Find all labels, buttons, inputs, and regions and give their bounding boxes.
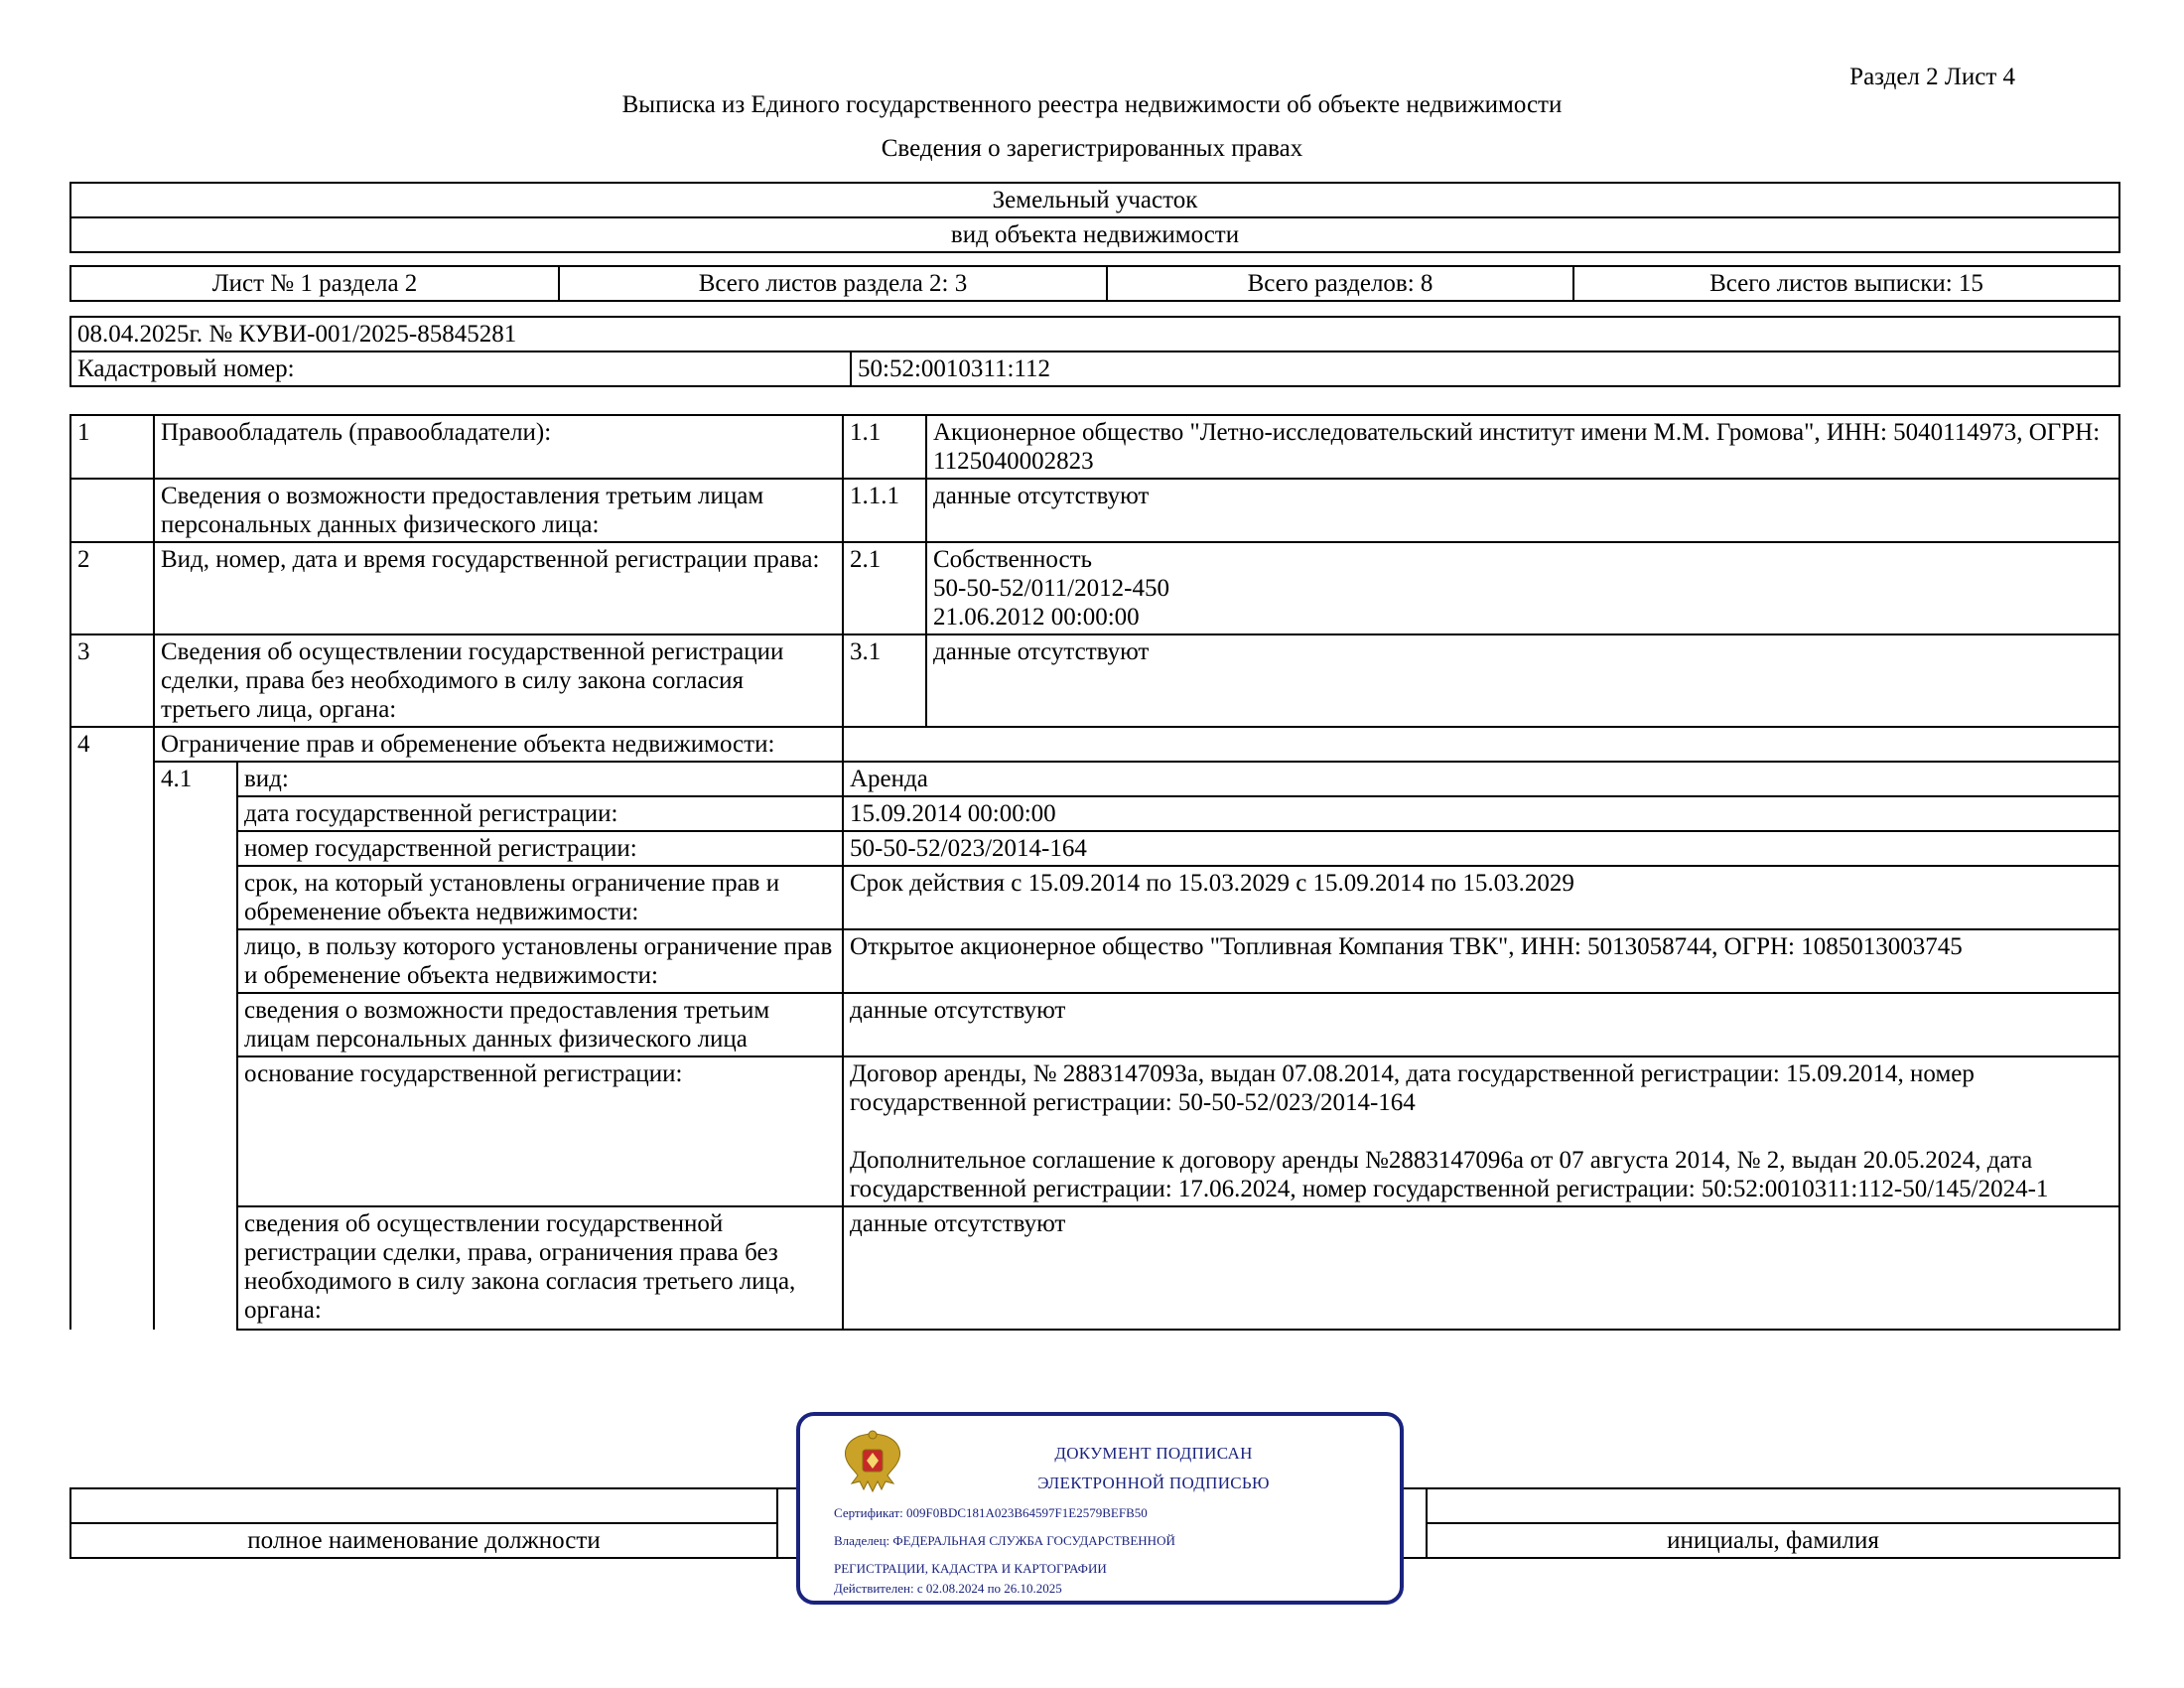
- encumbrance-value: 50-50-52/023/2014-164: [843, 831, 2119, 866]
- electronic-signature-stamp: [796, 1412, 1404, 1605]
- row-label: Сведения об осуществлении государственной регистрации сделки, права без необходимого в силу закона согласия третьего лица, органа:: [154, 634, 843, 727]
- encumbrance-label: лицо, в пользу которого установлены ограничение прав и обременение объекта недвижимости:: [237, 929, 843, 993]
- row-number: 4: [70, 727, 154, 1330]
- stamp-title-line1: ДОКУМЕНТ ПОДПИСАН: [1054, 1444, 1253, 1463]
- table-row: [70, 1206, 2119, 1330]
- name-field: [1427, 1488, 2119, 1523]
- table-row: [70, 831, 2119, 866]
- row-label: Правообладатель (правообладатели):: [154, 415, 843, 479]
- row-subnumber: 1.1: [843, 415, 926, 479]
- encumbrance-label: вид:: [237, 762, 843, 796]
- table-row: [70, 929, 2119, 993]
- row-subnumber: 4.1: [154, 762, 237, 1330]
- page-section-mark: Раздел 2 Лист 4: [1849, 64, 2015, 90]
- row-number: 1: [70, 415, 154, 479]
- encumbrance-label: основание государственной регистрации:: [237, 1056, 843, 1206]
- total-section-sheets: Всего листов раздела 2: 3: [559, 266, 1107, 301]
- row-label: Сведения о возможности предоставления третьим лицам персональных данных физического лица:: [154, 479, 843, 542]
- stamp-owner-line2: РЕГИСТРАЦИИ, КАДАСТРА И КАРТОГРАФИИ: [834, 1561, 1107, 1576]
- row-label: Ограничение прав и обременение объекта недвижимости:: [154, 727, 843, 762]
- doc-info-table: [69, 316, 2120, 387]
- table-row: [70, 762, 2119, 796]
- row-value-empty: [843, 727, 2119, 762]
- table-row: [70, 479, 2119, 542]
- encumbrance-label: сведения об осуществлении государственной регистрации сделки, права, ограничения права без необходимого в силу закона согласия третьего лица, органа:: [237, 1206, 843, 1330]
- table-row: [70, 796, 2119, 831]
- stamp-certificate: Сертификат: 009F0BDC181A023B64597F1E2579BEFB50: [834, 1505, 1148, 1520]
- encumbrance-label: срок, на который установлены ограничение прав и обременение объекта недвижимости:: [237, 866, 843, 929]
- row-value: данные отсутствуют: [926, 634, 2119, 727]
- row-value: Акционерное общество "Летно-исследовательский институт имени М.М. Громова", ИНН: 5040114973, ОГРН: 1125040002823: [926, 415, 2119, 479]
- cadastral-label: Кадастровый номер:: [70, 352, 851, 386]
- position-caption: полное наименование должности: [70, 1523, 777, 1558]
- row-value: Собственность 50-50-52/011/2012-450 21.06.2012 00:00:00: [926, 542, 2119, 634]
- row-number: 2: [70, 542, 154, 634]
- row-subnumber: 1.1.1: [843, 479, 926, 542]
- encumbrance-value: данные отсутствуют: [843, 993, 2119, 1056]
- row-subnumber: 2.1: [843, 542, 926, 634]
- total-sections: Всего разделов: 8: [1107, 266, 1573, 301]
- sheet-info-table: [69, 265, 2120, 302]
- total-sheets: Всего листов выписки: 15: [1573, 266, 2119, 301]
- encumbrance-label: дата государственной регистрации:: [237, 796, 843, 831]
- encumbrance-label: сведения о возможности предоставления третьим лицам персональных данных физического лица: [237, 993, 843, 1056]
- encumbrance-value: Договор аренды, № 2883147093а, выдан 07.08.2014, дата государственной регистрации: 15.09.2014, номер государственной регистрации: 50-50-52/023/2014-164 Дополнительное соглашение к договору аренды №2883147096а от 07 августа 2014, № 2, выдан 20.05.2024, дата государственной регистрации: 17.06.2024, номер государственной регистрации: 50:52:0010311:112-50/145/2024-1: [843, 1056, 2119, 1206]
- name-caption: инициалы, фамилия: [1427, 1523, 2119, 1558]
- sheet-number: Лист № 1 раздела 2: [70, 266, 559, 301]
- encumbrance-value: Аренда: [843, 762, 2119, 796]
- stamp-validity: Действителен: с 02.08.2024 по 26.10.2025: [834, 1581, 1062, 1596]
- encumbrance-value: данные отсутствуют: [843, 1206, 2119, 1330]
- row-subnumber: 3.1: [843, 634, 926, 727]
- table-row: [70, 866, 2119, 929]
- table-row: [70, 993, 2119, 1056]
- cadastral-value: 50:52:0010311:112: [851, 352, 2119, 386]
- object-type: Земельный участок: [70, 183, 2119, 217]
- table-row: [70, 542, 2119, 634]
- table-row: [70, 634, 2119, 727]
- table-row: [70, 415, 2119, 479]
- doc-date-number: 08.04.2025г. № КУВИ-001/2025-85845281: [70, 317, 2119, 352]
- encumbrance-label: номер государственной регистрации:: [237, 831, 843, 866]
- object-type-caption: вид объекта недвижимости: [70, 217, 2119, 252]
- rights-table: [69, 414, 2120, 1331]
- row-number-empty: [70, 479, 154, 542]
- encumbrance-value: Открытое акционерное общество "Топливная Компания ТВК", ИНН: 5013058744, ОГРН: 1085013003745: [843, 929, 2119, 993]
- position-field: [70, 1488, 777, 1523]
- document-title: Выписка из Единого государственного реестра недвижимости об объекте недвижимости: [621, 91, 1563, 118]
- row-value: данные отсутствуют: [926, 479, 2119, 542]
- row-label: Вид, номер, дата и время государственной регистрации права:: [154, 542, 843, 634]
- stamp-title-line2: ЭЛЕКТРОННОЙ ПОДПИСЬЮ: [1037, 1474, 1270, 1492]
- row-number: 3: [70, 634, 154, 727]
- stamp-owner-line1: Владелец: ФЕДЕРАЛЬНАЯ СЛУЖБА ГОСУДАРСТВЕННОЙ: [834, 1533, 1175, 1548]
- object-type-table: [69, 182, 2120, 253]
- document-subtitle: Сведения о зарегистрированных правах: [881, 135, 1303, 162]
- table-row: [70, 727, 2119, 762]
- table-row: [70, 1056, 2119, 1206]
- encumbrance-value: 15.09.2014 00:00:00: [843, 796, 2119, 831]
- encumbrance-value: Срок действия с 15.09.2014 по 15.03.2029 с 15.09.2014 по 15.03.2029: [843, 866, 2119, 929]
